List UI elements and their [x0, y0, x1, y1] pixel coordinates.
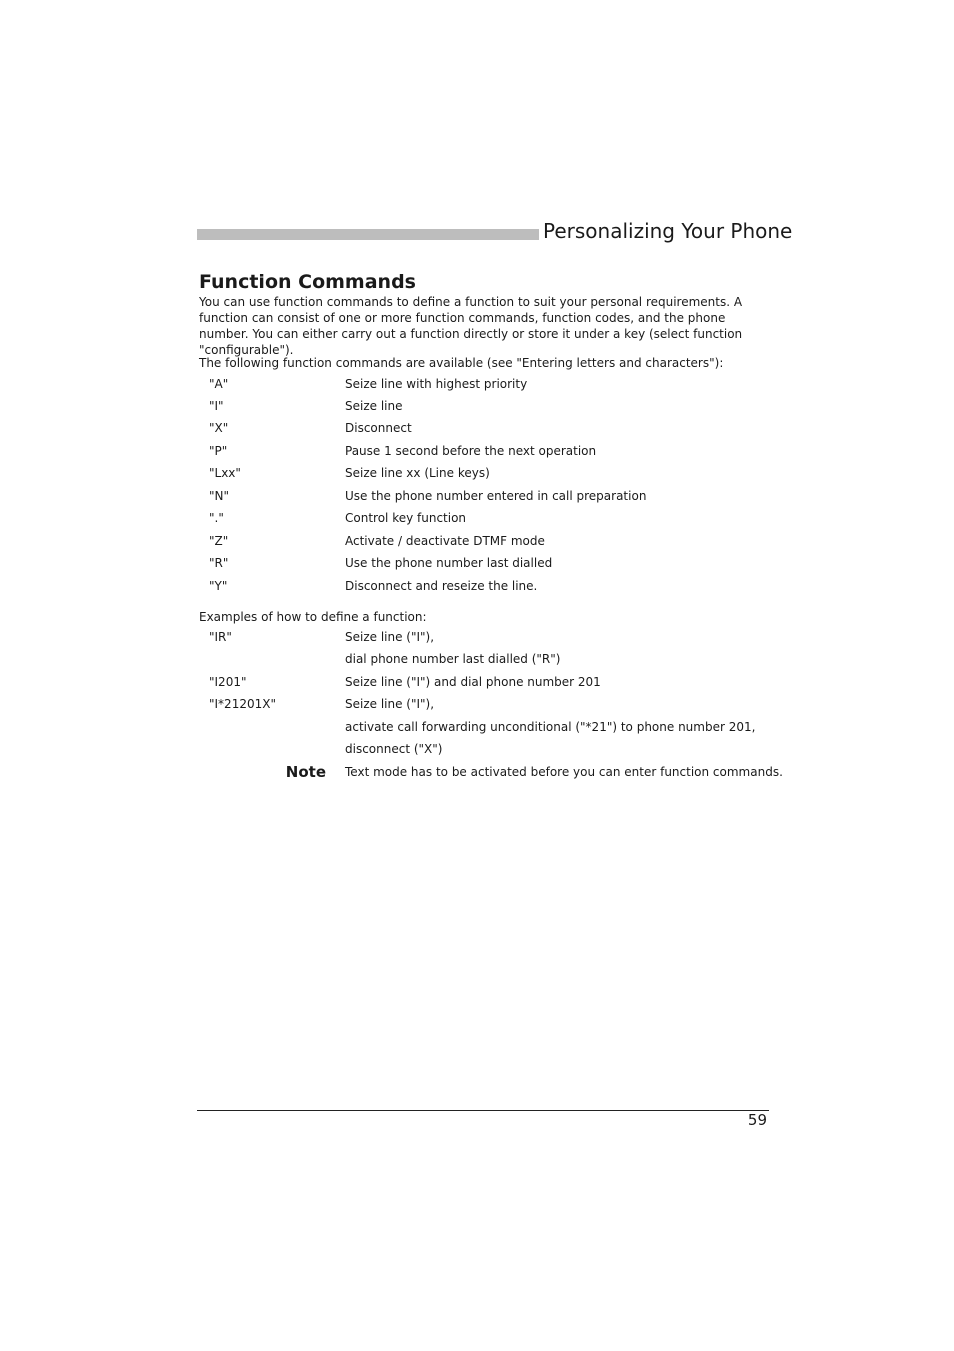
example-description: Seize line ("I"),	[345, 630, 435, 644]
command-description: Control key function	[345, 511, 467, 525]
command-description: Pause 1 second before the next operation	[345, 444, 597, 458]
command-description: Disconnect	[345, 421, 412, 435]
example-code: "I*21201X"	[209, 697, 276, 711]
commands-lead: The following function commands are available (see "Entering letters and characters"):	[199, 356, 724, 370]
command-description: Seize line xx (Line keys)	[345, 466, 490, 480]
example-row	[0, 628, 954, 646]
example-description: dial phone number last dialled ("R")	[345, 652, 561, 666]
example-code: "IR"	[209, 630, 232, 644]
chapter-title: Personalizing Your Phone	[543, 219, 793, 243]
footer-rule	[197, 1110, 769, 1111]
examples-lead: Examples of how to define a function:	[199, 610, 427, 624]
example-description: activate call forwarding unconditional ("*21") to phone number 201,	[345, 720, 756, 734]
command-row	[0, 509, 954, 527]
example-description: Seize line ("I") and dial phone number 201	[345, 675, 601, 689]
command-code: "."	[209, 511, 224, 525]
command-description: Use the phone number entered in call preparation	[345, 489, 647, 503]
example-row	[0, 740, 954, 758]
command-code: "Y"	[209, 579, 228, 593]
command-row	[0, 554, 954, 572]
command-code: "R"	[209, 556, 229, 570]
command-code: "Z"	[209, 534, 229, 548]
header-bar	[197, 229, 539, 240]
example-code: "I201"	[209, 675, 247, 689]
command-code: "I"	[209, 399, 224, 413]
example-row	[0, 695, 954, 713]
command-row	[0, 375, 954, 393]
command-code: "N"	[209, 489, 230, 503]
command-description: Seize line with highest priority	[345, 377, 528, 391]
command-row	[0, 397, 954, 415]
command-row	[0, 464, 954, 482]
command-row	[0, 577, 954, 595]
intro-paragraph: You can use function commands to define a function to suit your personal requirements. A function can consist of one or more function commands, function codes, and the phone number. You can either carry out a function directly or store it under a key (select function "configurable").	[199, 295, 743, 357]
command-row	[0, 442, 954, 460]
command-code: "P"	[209, 444, 228, 458]
command-description: Activate / deactivate DTMF mode	[345, 534, 545, 548]
command-row	[0, 487, 954, 505]
example-row	[0, 718, 954, 736]
command-description: Seize line	[345, 399, 403, 413]
command-code: "Lxx"	[209, 466, 241, 480]
example-row	[0, 673, 954, 691]
command-code: "A"	[209, 377, 229, 391]
section-title: Function Commands	[199, 271, 416, 293]
command-row	[0, 419, 954, 437]
command-code: "X"	[209, 421, 229, 435]
example-description: Seize line ("I"),	[345, 697, 435, 711]
command-row	[0, 532, 954, 550]
command-description: Disconnect and reseize the line.	[345, 579, 538, 593]
command-description: Use the phone number last dialled	[345, 556, 553, 570]
page-number: 59	[747, 1111, 767, 1129]
note-text: Text mode has to be activated before you can enter function commands.	[345, 765, 783, 779]
example-description: disconnect ("X")	[345, 742, 443, 756]
note-label: Note	[285, 763, 326, 781]
example-row	[0, 650, 954, 668]
